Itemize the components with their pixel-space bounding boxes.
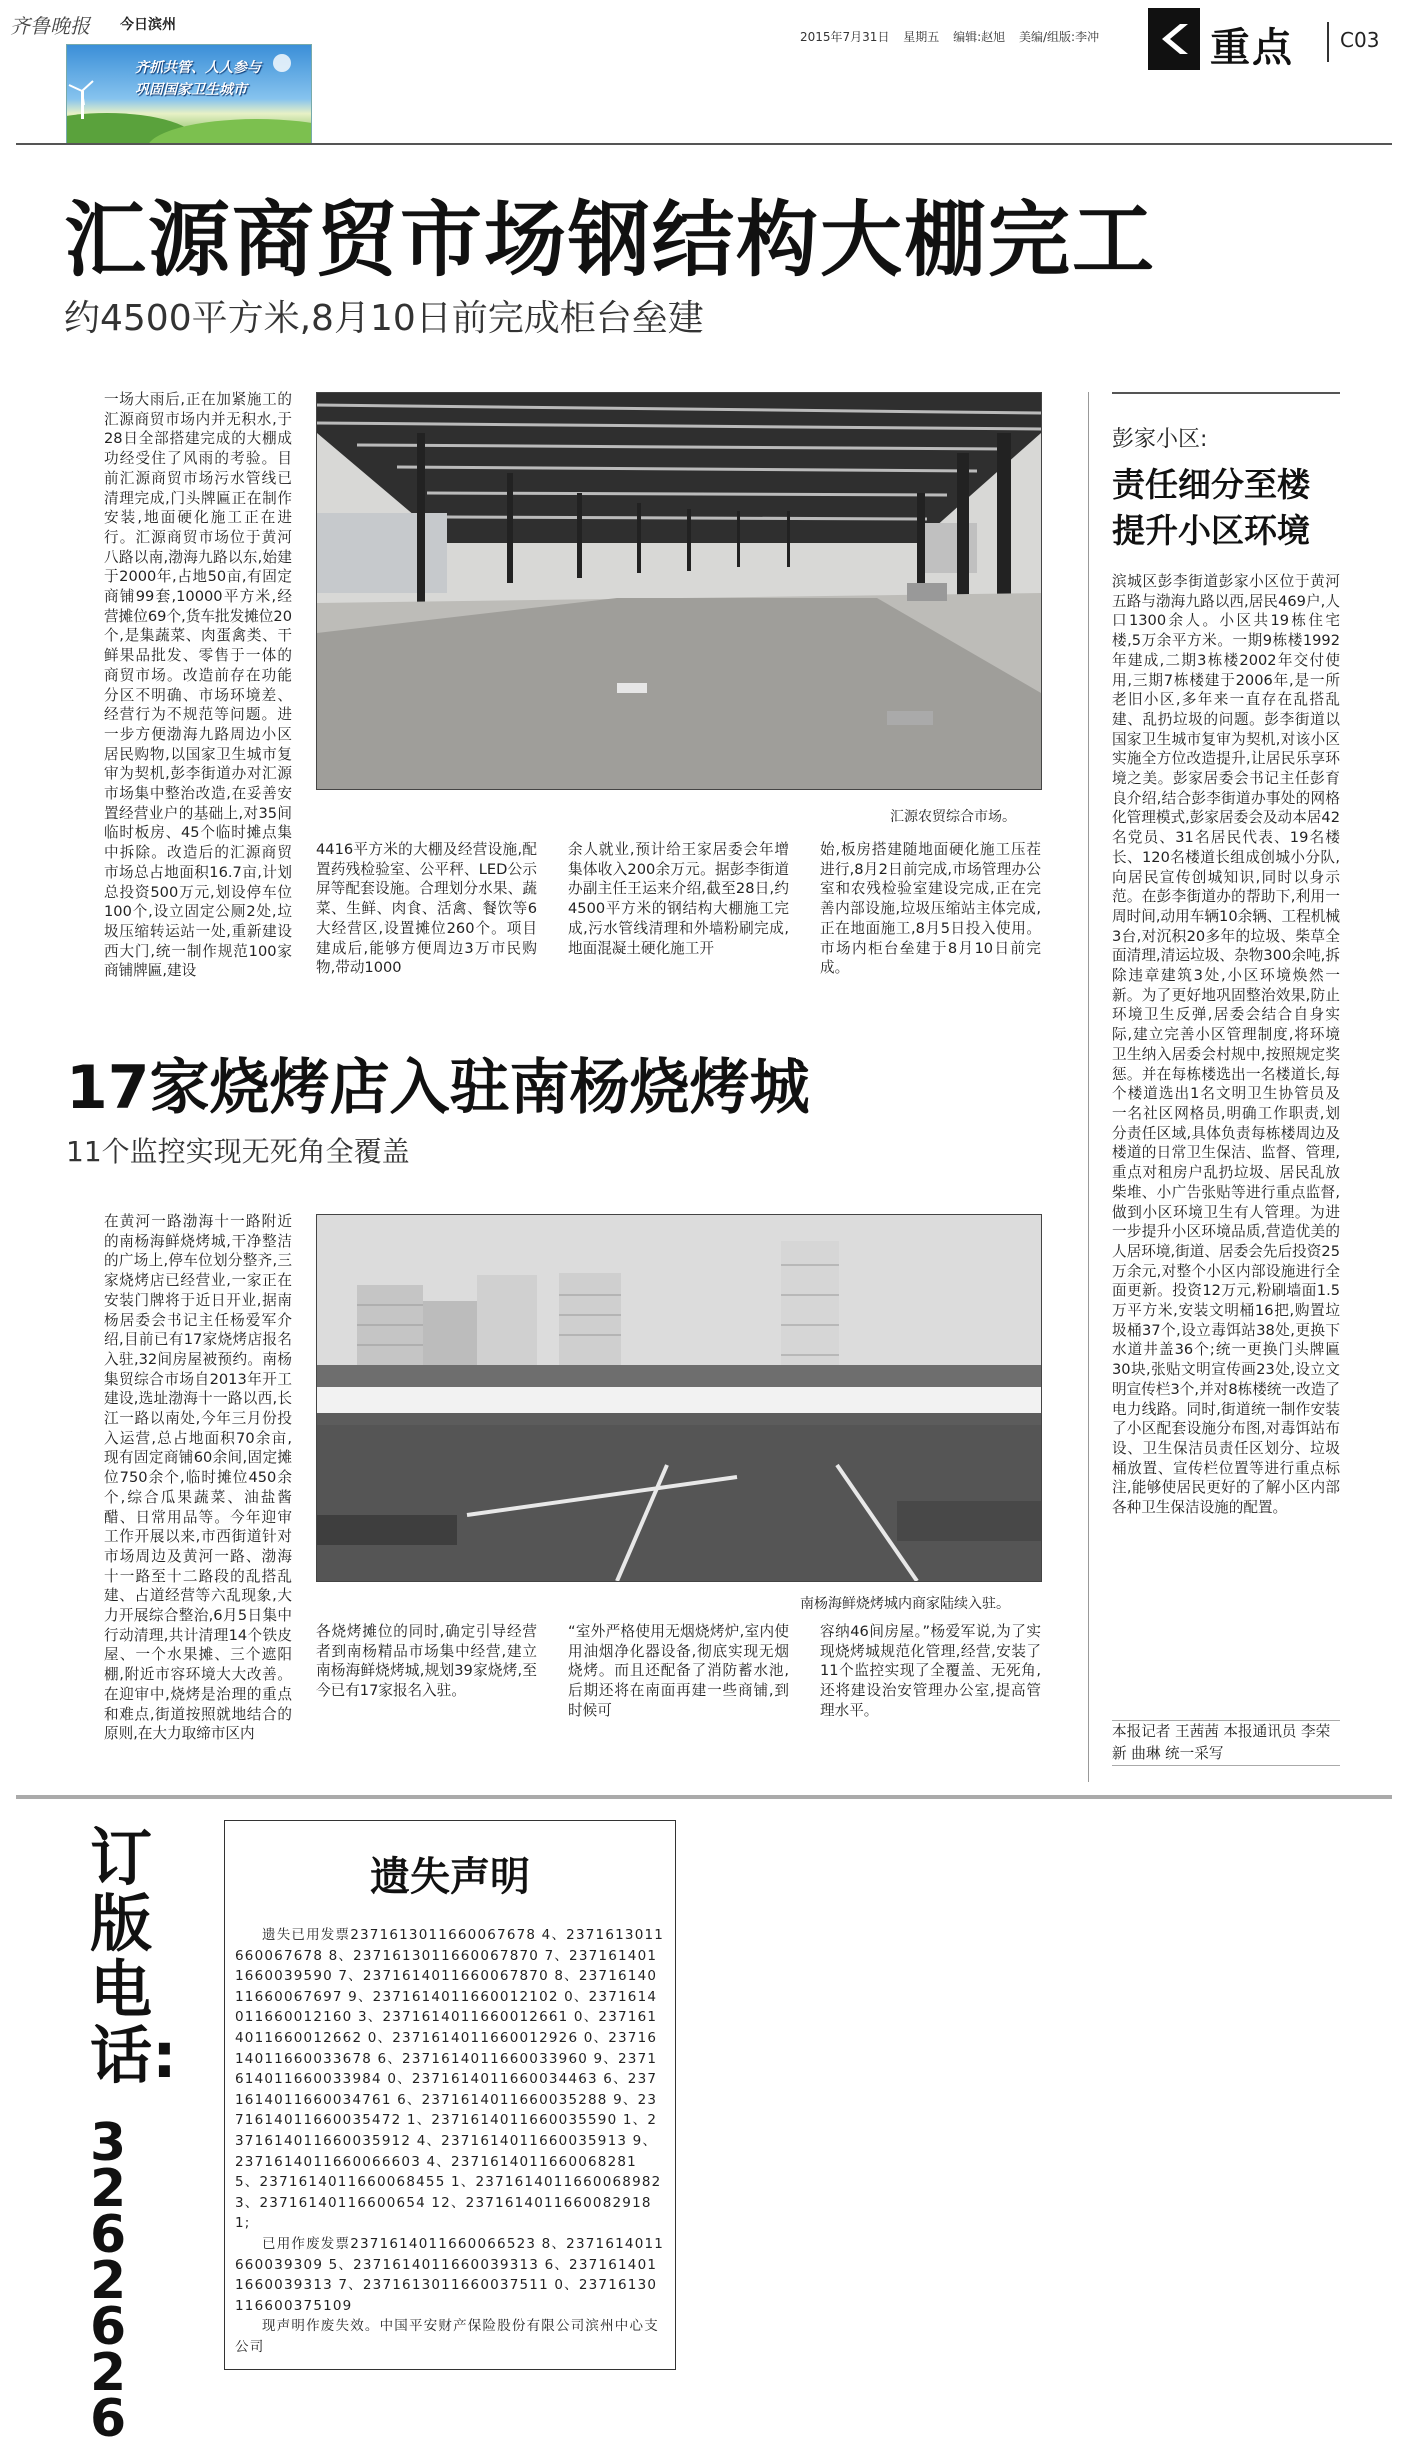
issue-weekday: 星期五 — [903, 30, 940, 44]
section-divider — [1327, 22, 1329, 62]
reporter-credits: 本报记者 王茜茜 本报通讯员 李荣新 曲琳 统一采写 — [1112, 1720, 1340, 1766]
masthead-info — [800, 28, 1109, 45]
notice-body — [235, 1925, 665, 2357]
lost-notice — [224, 1820, 676, 2370]
story2-photo — [316, 1214, 1042, 1582]
story2-column-4: 容纳46间房屋。”杨爱军说,为了实现烧烤城规范化管理,经营,安装了11个监控实现了全覆盖、无死角,还将建设治安管理办公室,提高管理水平。 — [820, 1623, 1041, 1719]
story2-subhead: 11个监控实现无死角全覆盖 — [66, 1135, 410, 1168]
notice-declaration: 现声明作废失效。中国平安财产保险股份有限公司滨州中心支公司 — [235, 2318, 659, 2355]
masthead-rule — [16, 143, 1392, 145]
banner-slogan-2: 巩固国家卫生城市 — [135, 82, 247, 98]
editor-credit: 编辑:赵旭 — [953, 30, 1006, 44]
story1-photo — [316, 392, 1042, 790]
section-title: 重点 — [1210, 25, 1294, 71]
sidebar-divider — [1088, 392, 1089, 1782]
story1-column-4: 始,板房搭建随地面硬化施工压茬进行,8月2日前完成,市场管理办公室和农残检验室建设完成,正在完善内部设施,垃圾压缩站主体完成,正在地面施工,8月5日投入使用。市场内柜台垒建于8月10日前完成。 — [820, 841, 1041, 977]
notice-used-invoices: 遗失已用发票2371613011660067678 4、2371613011660067678 8、2371613011660067870 7、2371614011660039590 7、2371614011660067870 8、2371614011660067697 9、2371614011660012102 0、2371614011660012160 3、2371614011660012661 0、2371614011660012662 0、2371614011660012926 0、2371614011660033678 6、2371614011660033960 9、2371614011660033984 0、2371614011660034463 6、2371614011660034761 6、2371614011660035288 9、2371614011660035472 1、2371614011660035590 1、2371614011660035912 4、2371614011660035913 9、2371614011660066603 4、2371614011660068281 5、2371614011660068455 1、2371614011660068982 3、23716140116600654 12、23716140116600829181; — [235, 1927, 665, 2232]
edition-name: 今日滨州 — [120, 17, 176, 33]
chevron-left-icon — [1162, 24, 1188, 54]
sidebar-rule — [1112, 392, 1340, 394]
story1-headline: 汇源商贸市场钢结构大棚完工 — [64, 193, 1157, 288]
notice-title: 遗失声明 — [370, 1854, 530, 1900]
story2-column-3: “室外严格使用无烟烧烤炉,室内使用油烟净化器设备,彻底实现无烟烧烤。而且还配备了消防蓄水池,后期还将在南面再建一些商铺,到时候可 — [568, 1623, 789, 1719]
designer-credit: 美编/组版:李冲 — [1019, 30, 1100, 44]
story2-column-2: 各烧烤摊位的同时,确定引导经营者到南杨精品市场集中经营,建立南杨海鲜烧烤城,规划39家烧烤,至今已有17家报名入驻。 — [316, 1623, 537, 1700]
story2-photo-caption: 南杨海鲜烧烤城内商家陆续入驻。 — [800, 1596, 1010, 1612]
campaign-banner — [66, 44, 312, 144]
page-number: C03 — [1340, 28, 1380, 52]
story1-column-2: 4416平方米的大棚及经营设施,配置药残检验室、公平秤、LED公示屏等配套设施。合理划分水果、蔬菜、生鲜、肉食、活禽、餐饮等6大经营区,设置摊位260个。项目建成后,能够方便周边3万市民购物,带动1000 — [316, 841, 537, 977]
sidebar-body: 滨城区彭李街道彭家小区位于黄河五路与渤海九路以西,居民469户,人口1300余人。小区共19栋住宅楼,5万余平方米。一期9栋楼1992年建成,二期3栋楼2002年交付使用,三期7栋楼建于2006年,是一所老旧小区,多年来一直存在乱搭乱建、乱扔垃圾的问题。彭李街道以国家卫生城市复审为契机,对该小区实施全方位改造提升,让居民乐享环境之美。彭家居委会书记主任彭育良介绍,结合彭李街道办事处的网格化管理模式,彭家居委会及动本居42名党员、31名居民代表、19名楼长、120名楼道长组成创城小分队,向居民宣传创城知识,同时以身示范。在彭李街道办的帮助下,利用一周时间,动用车辆10余辆、工程机械3台,对沉积20多年的垃圾、柴草全面清理,清运垃圾、杂物300余吨,拆除违章建筑3处,小区环境焕然一新。为了更好地巩固整治效果,防止环境卫生反弹,居委会结合自身实际,建立完善小区管理制度,将环境卫生纳入居委会村规中,按照规定奖惩。并在每栋楼选出一名楼道长,每个楼道选出1名文明卫生协管员及一名社区网格员,明确工作职责,划分责任区域,具体负责每栋楼周边及楼道的日常卫生保洁、监督、管理,重点对租房户乱扔垃圾、居民乱放柴堆、小广告张贴等进行重点监督,做到小区环境卫生有人管理。为进一步提升小区环境品质,营造优美的人居环境,街道、居委会先后投资25万余元,对整个小区内部设施进行全面更新。投资12万元,粉刷墙面1.5万平方米,安装文明桶16把,购置垃圾桶37个,设立毒饵站38处,更换下水道井盖36个;统一更换门头牌匾30块,张贴文明宣传画23处,设立文明宣传栏3个,并对8栋楼统一改造了电力线路。同时,街道统一制作安装了小区配套设施分布图,对毒饵站布设、卫生保洁员责任区划分、垃圾桶放置、宣传栏位置等进行重点标注,能够使居民更好的了解小区内部各种卫生保洁设施的配置。 — [1112, 573, 1340, 1517]
subscribe-label: 订版电话: — [90, 1821, 177, 2092]
story2-column-1: 在黄河一路渤海十一路附近的南杨海鲜烧烤城,干净整洁的广场上,停车位划分整齐,三家烧烤店已经营业,一家正在安装门牌将于近日开业,据南杨居委会书记主任杨爱军介绍,目前已有17家烧烤店报名入驻,32间房屋被预约。南杨集贸综合市场自2013年开工建设,选址渤海十一路以西,长江一路以南处,今年三月份投入运营,总占地面积70余亩,现有固定商铺60余间,固定摊位750余个,临时摊位450余个,综合瓜果蔬菜、油盐酱醋、日常用品等。今年迎审工作开展以来,市西街道针对市场周边及黄河一路、渤海十一路至十二路段的乱搭乱建、占道经营等六乱现象,大力开展综合整治,6月5日集中行动清理,共计清理14个铁皮屋、一个水果摊、三个遮阳棚,附近市容环境大大改善。在迎审中,烧烤是治理的重点和难点,街道按照就地结合的原则,在大力取缔市区内 — [104, 1213, 292, 1743]
story1-photo-caption: 汇源农贸综合市场。 — [890, 809, 1016, 825]
story2-headline: 17家烧烤店入驻南杨烧烤城 — [66, 1053, 810, 1123]
section-marker — [1148, 8, 1200, 70]
sidebar-headline-line1: 责任细分至楼 — [1112, 465, 1310, 504]
story1-column-3: 余人就业,预计给王家居委会年增集体收入200余万元。据彭李街道办副主任王运来介绍,截至28日,约4500平方米的钢结构大棚施工完成,污水管线清理和外墙粉刷完成,地面混凝土硬化施工开 — [568, 841, 789, 957]
masthead-logo: 齐鲁晚报 — [10, 14, 90, 38]
story1-column-1: 一场大雨后,正在加紧施工的汇源商贸市场内并无积水,于28日全部搭建完成的大棚成功经受住了风雨的考验。目前汇源商贸市场污水管线已清理完成,门头牌匾正在制作安装,地面硬化施工正在进行。汇源商贸市场位于黄河八路以南,渤海九路以东,始建于2000年,占地50亩,有固定商铺99套,10000平方米,经营摊位69个,货车批发摊位20个,是集蔬菜、肉蛋禽类、干鲜果品批发、零售于一体的商贸市场。改造前存在功能分区不明确、市场环境差、经营行为不规范等问题。进一步方便渤海九路周边小区居民购物,以国家卫生城市复审为契机,彭李街道办对汇源市场集中整治改造,在妥善安置经营业户的基础上,对35间临时板房、45个临时摊点集中拆除。改造后的汇源商贸市场总占地面积16.7亩,计划总投资500万元,划设停车位100个,设立固定公厕2处,垃圾压缩转运站一处,重新建设西大门,统一制作规范100家商铺牌匾,建设 — [104, 391, 292, 980]
issue-date: 2015年7月31日 — [800, 30, 890, 44]
bottom-rule — [16, 1795, 1392, 1799]
notice-voided-invoices: 已用作废发票2371614011660066523 8、2371614011660039309 5、2371614011660039313 6、2371614011660039313 7、2371613011660037511 0、23716130116600375109 — [235, 2235, 665, 2314]
story1-subhead: 约4500平方米,8月10日前完成柜台垒建 — [64, 298, 704, 339]
sidebar-headline — [1112, 462, 1342, 554]
subscribe-phone: 3262626 — [90, 2113, 127, 2449]
banner-slogan-1: 齐抓共管、人人参与 — [135, 60, 261, 76]
sidebar-headline-line2: 提升小区环境 — [1112, 511, 1310, 550]
sidebar-kicker: 彭家小区: — [1112, 427, 1208, 452]
